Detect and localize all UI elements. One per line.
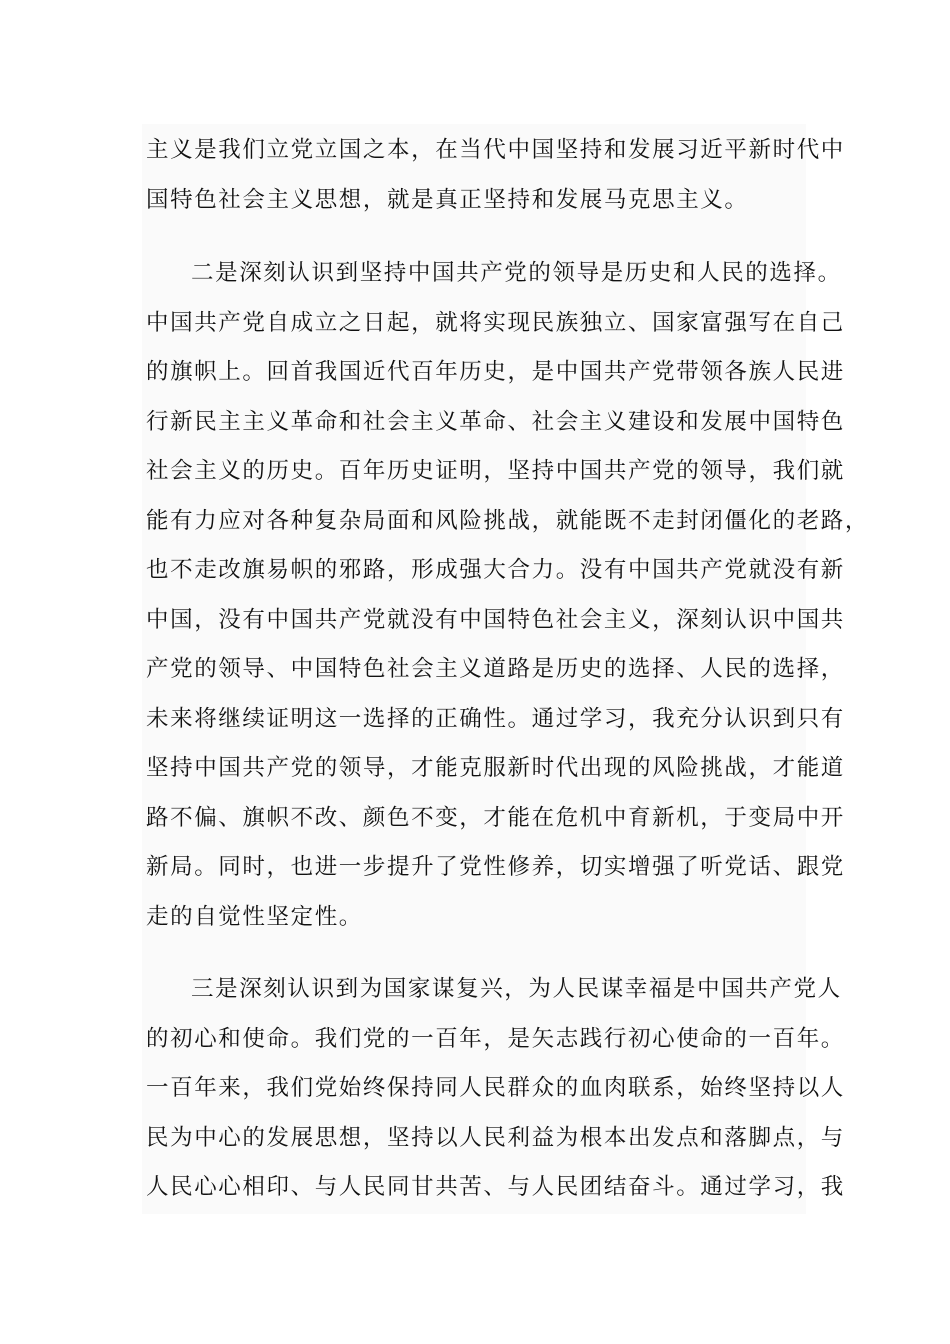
- text-line: 产党的领导、中国特色社会主义道路是历史的选择、人民的选择，: [146, 656, 845, 682]
- text-line: 也不走改旗易帜的邪路，形成强大合力。没有中国共产党就没有新: [146, 557, 845, 583]
- text-line: 人民心心相印、与人民同甘共苦、与人民团结奋斗。通过学习，我: [146, 1174, 845, 1200]
- text-line: 三是深刻认识到为国家谋复兴，为人民谋幸福是中国共产党人: [191, 976, 842, 1002]
- text-line: 国特色社会主义思想，就是真正坚持和发展马克思主义。: [146, 187, 749, 213]
- text-line: 一百年来，我们党始终保持同人民群众的血肉联系，始终坚持以人: [146, 1075, 845, 1101]
- text-line: 中国，没有中国共产党就没有中国特色社会主义，深刻认识中国共: [146, 607, 845, 633]
- text-line: 能有力应对各种复杂局面和风险挑战，就能既不走封闭僵化的老路，: [146, 508, 870, 534]
- text-line: 行新民主主义革命和社会主义革命、社会主义建设和发展中国特色: [146, 409, 845, 435]
- text-line: 主义是我们立党立国之本，在当代中国坚持和发展习近平新时代中: [146, 137, 845, 163]
- text-line: 新局。同时，也进一步提升了党性修养，切实增强了听党话、跟党: [146, 854, 845, 880]
- text-line: 社会主义的历史。百年历史证明，坚持中国共产党的领导，我们就: [146, 458, 845, 484]
- text-line: 坚持中国共产党的领导，才能克服新时代出现的风险挑战，才能道: [146, 755, 845, 781]
- text-line: 未来将继续证明这一选择的正确性。通过学习，我充分认识到只有: [146, 706, 845, 732]
- text-line: 民为中心的发展思想，坚持以人民利益为根本出发点和落脚点，与: [146, 1125, 845, 1151]
- text-line: 的旗帜上。回首我国近代百年历史，是中国共产党带领各族人民进: [146, 359, 845, 385]
- text-line: 路不偏、旗帜不改、颜色不变，才能在危机中育新机，于变局中开: [146, 805, 845, 831]
- text-line: 二是深刻认识到坚持中国共产党的领导是历史和人民的选择。: [191, 260, 842, 286]
- text-line: 中国共产党自成立之日起，就将实现民族独立、国家富强写在自己: [146, 310, 845, 336]
- text-line: 走的自觉性坚定性。: [146, 904, 363, 930]
- text-line: 的初心和使命。我们党的一百年，是矢志践行初心使命的一百年。: [146, 1026, 845, 1052]
